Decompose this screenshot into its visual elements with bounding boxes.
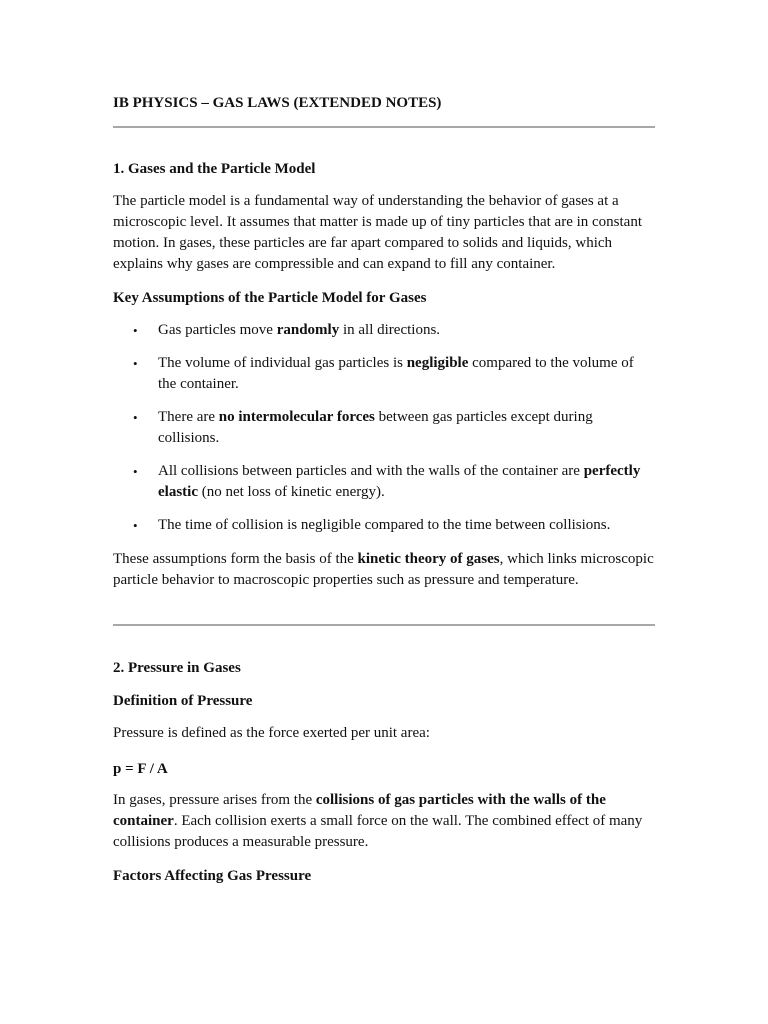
definition-heading: Definition of Pressure (113, 693, 253, 709)
section-1-conclusion: These assumptions form the basis of the kinetic theory of gases, which links microscopic particle behavior to macroscopic properties such as pressure and temperature. (113, 551, 654, 588)
list-item-text: The volume of individual gas particles is negligible compared to the volume of the container. (158, 355, 634, 392)
list-item-text: All collisions between particles and with the walls of the container are perfectly elastic (no net loss of kinetic energy). (158, 463, 641, 500)
section-1-intro: The particle model is a fundamental way of understanding the behavior of gases at a microscopic level. It assumes that matter is made up of tiny particles that are in constant motion. In gases, these particles are far apart compared to solids and liquids, which explains why gases are compressible and can expand to fill any container. (113, 193, 643, 272)
section-1-subheading: Key Assumptions of the Particle Model for Gases (113, 290, 427, 306)
bullet-icon: • (133, 518, 138, 533)
list-item-text: The time of collision is negligible compared to the time between collisions. (158, 517, 611, 533)
bullet-icon: • (133, 410, 138, 425)
list-item-text: There are no intermolecular forces between gas particles except during collisions. (158, 409, 593, 446)
pressure-explanation: In gases, pressure arises from the collisions of gas particles with the walls of the container. Each collision exerts a small force on the wall. The combined effect of many collisions produces a measurable pressure. (113, 792, 643, 850)
bullet-icon: • (133, 356, 138, 371)
document-title: IB PHYSICS – GAS LAWS (EXTENDED NOTES) (113, 95, 442, 111)
definition-text: Pressure is defined as the force exerted per unit area: (113, 725, 430, 741)
section-1-heading: 1. Gases and the Particle Model (113, 161, 316, 177)
pressure-formula: p = F / A (113, 761, 168, 777)
section-2-heading: 2. Pressure in Gases (113, 660, 241, 676)
factors-heading: Factors Affecting Gas Pressure (113, 868, 312, 884)
divider (113, 624, 655, 626)
bullet-icon: • (133, 464, 138, 479)
divider (113, 126, 655, 128)
bullet-icon: • (133, 323, 138, 338)
list-item-text: Gas particles move randomly in all directions. (158, 322, 441, 338)
